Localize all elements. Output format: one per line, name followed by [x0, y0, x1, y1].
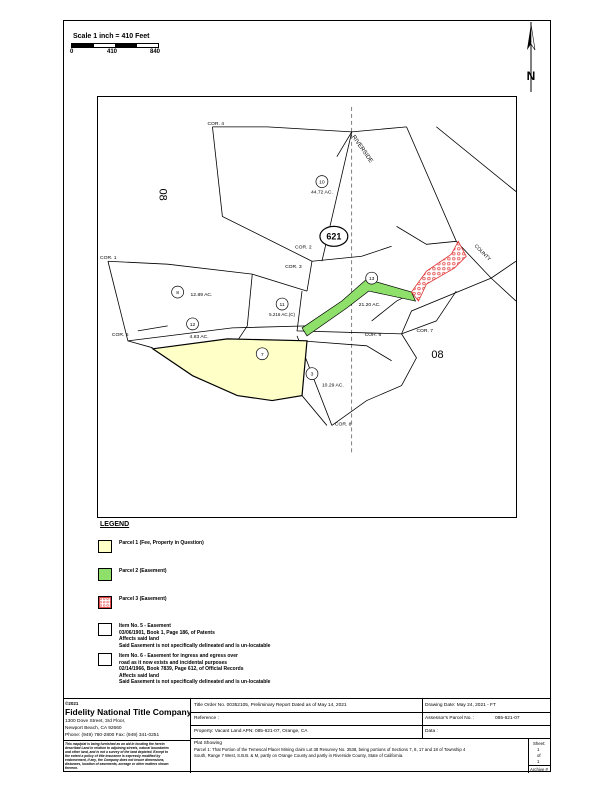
parcel-acres: 44.72 AC.: [311, 190, 333, 196]
plat-description: Parcel 1: That Portion of the Temescal Placer Mining claim Lot 38 Resurvey No. 3538, being portions of Sections 7, 8, 17 and 18 of Township 4 South, Range 7 West, S.B.B. & M, partly on Orange County and partly in Riverside County, State of California.: [194, 747, 466, 758]
archive-label: Archive #: [530, 767, 548, 772]
legend-swatch-green: [98, 568, 112, 581]
sheet-label: Sheet:: [533, 741, 546, 746]
parcel-acres: 4.83 AC.: [189, 334, 209, 340]
scale-title: Scale 1 inch = 410 Feet: [73, 33, 150, 40]
parcel-number: 7: [260, 352, 264, 358]
parcel-acres: 10.29 AC.: [321, 383, 344, 389]
company-address: 1300 Dove Street, 3rd Floor,: [65, 719, 126, 724]
corner-label: COR. 1: [99, 256, 117, 262]
area-label: 08: [431, 348, 444, 361]
drawing-date: Drawing Date: May 24, 2021 - FT: [425, 703, 496, 708]
parcel-acres: 5.216 AC.(C): [269, 311, 296, 317]
company-info: [63, 699, 191, 773]
legend-label: Item No. 6 - Easement for ingress and egress over road as it now exists and incidental purposes 02/14/1966, Book 7839, Page 612, of Official Records Affects said land Said Easement is not specifically delineated and is un-locatable: [119, 653, 271, 685]
legend-swatch-yellow: [98, 540, 112, 553]
company-phone: Phone: (949) 780-2800 Fax: (949) 341-0251: [65, 733, 160, 738]
parcel-number: 3: [310, 372, 314, 378]
disclaimer: This map/plat is being furnished as an aid in locating the herein described Land in relation to adjoining streets, natural boundaries and other land, and is not a survey of the land depicted. Except to the extent a policy of title insurance is expressly modified by endorsement, if any, the Company does not insure dimensions, distances, location of easements, acreage or other matters shown thereon.: [65, 742, 169, 770]
legend-label: Parcel 1 (Fee, Property in Question): [119, 540, 204, 546]
scale-tick-410: 410: [107, 49, 118, 55]
legend-swatch-white: [98, 623, 112, 636]
legend-label: Parcel 2 (Easement): [119, 568, 167, 574]
parcel-acres: 21.20 AC.: [358, 303, 381, 309]
sheet-total: 1: [537, 759, 540, 764]
legend-label: Parcel 3 (Easement): [119, 596, 167, 602]
title-order: Title Order No. 00352105, Preliminary Report Dated as of May 14, 2021: [194, 703, 347, 708]
legend-title: LEGEND: [100, 521, 130, 528]
corner-label: COR. 2: [295, 245, 312, 251]
parcel-number: 8: [176, 291, 180, 297]
legend-swatch-white: [98, 653, 112, 666]
corner-label: COR. 5: [111, 332, 129, 338]
legend-label: Item No. 5 - Easement 03/06/1901, Book 1, Page 186, of Patents Affects said land Said Easement is not specifically delineated and is un-locatable: [119, 623, 271, 649]
north-label: N: [526, 69, 536, 83]
corner-label: COR. 7: [416, 328, 434, 334]
parcel-number: 12: [189, 322, 196, 328]
apn-value: 085-621-07: [495, 716, 520, 721]
parcel-map: [98, 97, 516, 517]
corner-label: COR. 8: [334, 422, 352, 428]
corner-label: COR. 4: [207, 121, 225, 127]
copyright: ©2021: [65, 701, 79, 706]
map-frame: [97, 96, 517, 518]
book-number: 621: [326, 231, 342, 242]
company-name: Fidelity National Title Company: [65, 707, 192, 717]
data-field: Data :: [425, 729, 438, 734]
title-block: [63, 698, 551, 773]
property: Property: Vacant Land APN: 085-621-07, Orange, CA: [194, 729, 308, 734]
area-label: 08: [156, 188, 169, 201]
scale-tick-840: 840: [150, 49, 161, 55]
corner-label: COR. 3: [285, 265, 302, 271]
road-label: RIVERSIDE: [350, 134, 374, 165]
county-label: COUNTY: [472, 244, 492, 263]
legend-swatch-red-dots: [98, 596, 112, 609]
corner-label: COR. 6: [364, 332, 382, 338]
company-address: Newport Beach, CA 92660: [65, 726, 122, 731]
plat-heading: Plat Showing: [194, 741, 222, 746]
parcel-number: 10: [319, 180, 325, 186]
scale-bar: [71, 43, 159, 48]
reference: Reference :: [194, 716, 219, 721]
scale-tick-0: 0: [70, 49, 74, 55]
parcel-acres: 12.89 AC.: [190, 293, 213, 299]
sheet-of: of: [537, 753, 541, 758]
parcel-number: 11: [279, 303, 285, 309]
apn-label: Assessor's Parcel No. :: [425, 716, 475, 721]
parcel-1-fee: [153, 339, 307, 401]
parcel-number: 13: [368, 277, 375, 283]
north-arrow-icon: [521, 22, 541, 92]
sheet-number: 1: [537, 747, 540, 752]
parcel-lines: [108, 127, 516, 426]
